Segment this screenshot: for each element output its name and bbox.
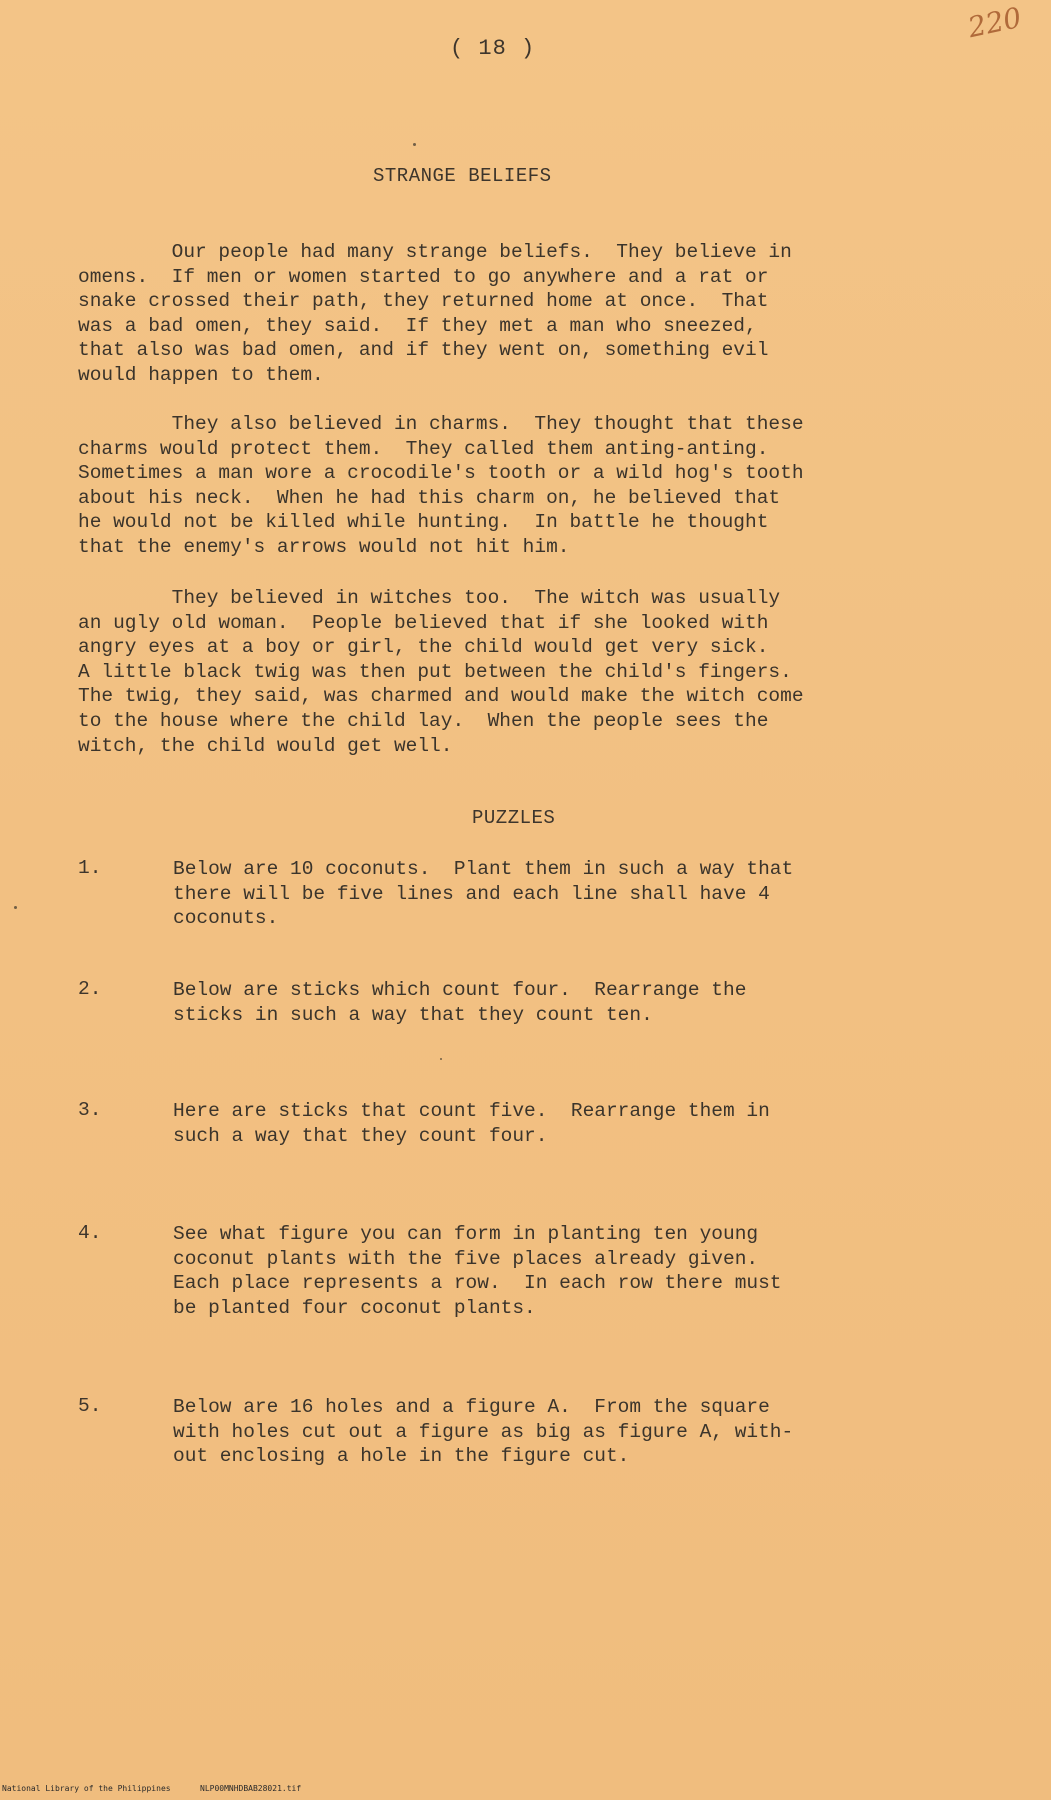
puzzle-2-number: 2.: [78, 978, 102, 1000]
footer-file-id: NLP00MNHDBAB28021.tif: [200, 1784, 302, 1793]
puzzle-5-text: Below are 16 holes and a figure A. From the square with holes cut out a figure as big as figure A, with- out enclosing a hole in the figure cut.: [173, 1396, 794, 1468]
section-title-puzzles: PUZZLES: [472, 807, 556, 829]
section-title-strange-beliefs: STRANGE BELIEFS: [373, 165, 552, 187]
puzzle-4-number: 4.: [78, 1222, 102, 1244]
puzzle-1-number: 1.: [78, 857, 102, 879]
puzzle-2-text: Below are sticks which count four. Rearrange the sticks in such a way that they count ten.: [173, 979, 747, 1026]
paragraph-omens: Our people had many strange beliefs. They believe in omens. If men or women started to go anywhere and a rat or snake crossed their path, they returned home at once. That was a bad omen, they said. If they met a man who sneezed, that also was bad omen, and if they went on, something evil would happen to them.: [78, 241, 792, 386]
puzzle-3-text: Here are sticks that count five. Rearrange them in such a way that they count four.: [173, 1100, 770, 1147]
footer-source: National Library of the Philippines: [2, 1784, 171, 1793]
page-number: ( 18 ): [450, 36, 536, 61]
ink-speck: [14, 906, 17, 909]
paragraph-charms: They also believed in charms. They thought that these charms would protect them. They called them anting-anting. Sometimes a man wore a crocodile's tooth or a wild hog's tooth about his neck. When he had this charm on, he believed that he would not be killed while hunting. In battle he thought that the enemy's arrows would not hit him.: [78, 413, 804, 558]
handwritten-page-number: 220: [965, 0, 1025, 45]
puzzle-4-text: See what figure you can form in planting ten young coconut plants with the five places already given. Each place represents a row. In each row there must be planted four coconut plants.: [173, 1223, 782, 1319]
paragraph-witches: They believed in witches too. The witch was usually an ugly old woman. People believed that if she looked with angry eyes at a boy or girl, the child would get very sick. A little black twig was then put between the child's fingers. The twig, they said, was charmed and would make the witch come to the house where the child lay. When the people sees the witch, the child would get well.: [78, 587, 804, 757]
ink-speck: [440, 1058, 442, 1060]
puzzle-5-number: 5.: [78, 1395, 102, 1417]
puzzle-1-text: Below are 10 coconuts. Plant them in such a way that there will be five lines and each line shall have 4 coconuts.: [173, 858, 794, 930]
puzzle-3-number: 3.: [78, 1099, 102, 1121]
ink-speck: [413, 143, 416, 146]
